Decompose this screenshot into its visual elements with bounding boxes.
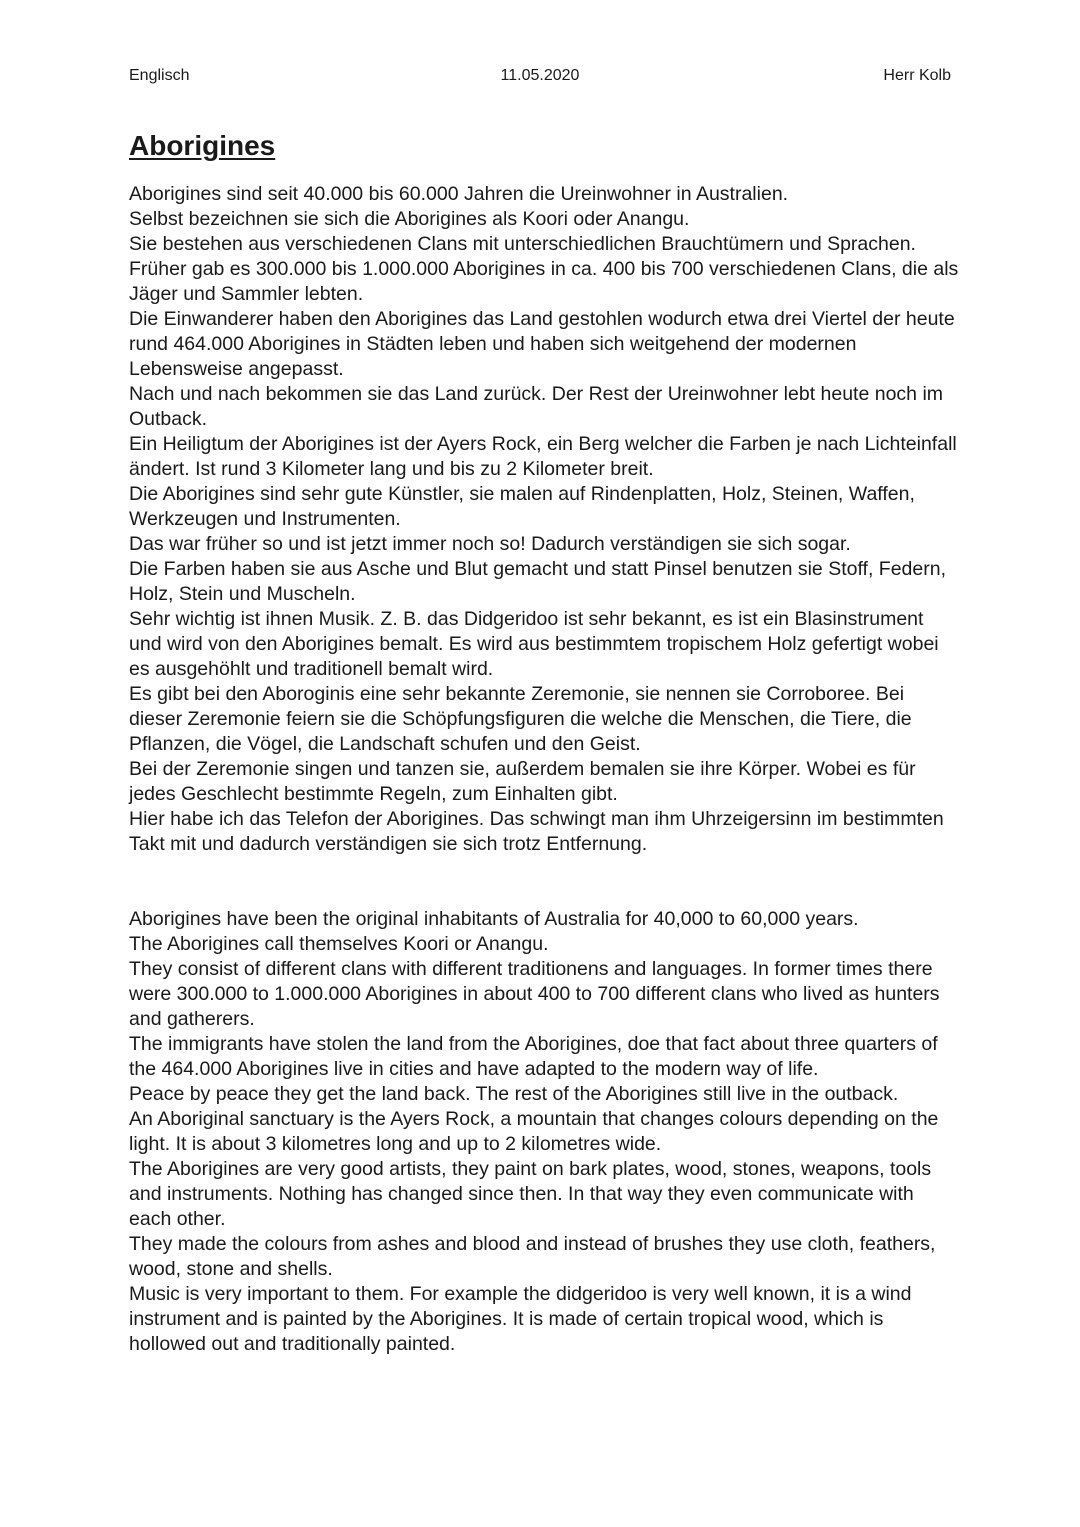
german-paragraph: Das war früher so und ist jetzt immer noch so! Dadurch verständigen sie sich sogar. [129, 533, 851, 555]
german-text-section [129, 182, 959, 857]
german-paragraph: Ein Heiligtum der Aborigines ist der Ayers Rock, ein Berg welcher die Farben je nach Lichteinfall ändert. Ist rund 3 Kilometer lang und bis zu 2 Kilometer breit. [129, 433, 957, 480]
english-paragraph: The immigrants have stolen the land from the Aborigines, doe that fact about three quarters of the 464.000 Aborigines live in cities and have adapted to the modern way of life. [129, 1033, 938, 1080]
header-date: 11.05.2020 [500, 67, 580, 84]
german-paragraph: Es gibt bei den Aboroginis eine sehr bekannte Zeremonie, sie nennen sie Corroboree. Bei dieser Zeremonie feiern sie die Schöpfungsfiguren die welche die Menschen, die Tiere, die Pflanzen, die Vögel, die Landschaft schufen und den Geist. [129, 683, 912, 755]
document-title: Aborigines [129, 130, 276, 161]
german-paragraph: Sie bestehen aus verschiedenen Clans mit unterschiedlichen Brauchtümern und Sprachen. Früher gab es 300.000 bis 1.000.000 Aborigines in ca. 400 bis 700 verschiedenen Clans, die als Jäger und Sammler lebten. [129, 233, 959, 305]
english-paragraph: An Aboriginal sanctuary is the Ayers Rock, a mountain that changes colours depending on the light. It is about 3 kilometres long and up to 2 kilometres wide. [129, 1108, 939, 1155]
header-subject: Englisch [129, 67, 190, 84]
english-paragraph: The Aborigines are very good artists, they paint on bark plates, wood, stones, weapons, tools and instruments. Nothing has changed since then. In that way they even communicate with each other. [129, 1158, 932, 1230]
english-paragraph: The Aborigines call themselves Koori or Anangu. [129, 933, 549, 955]
english-text-section [129, 907, 959, 1357]
german-paragraph: Bei der Zeremonie singen und tanzen sie, außerdem bemalen sie ihre Körper. Wobei es für jedes Geschlecht bestimmte Regeln, zum Einhalten gibt. [129, 758, 916, 805]
header-teacher: Herr Kolb [883, 67, 951, 84]
german-paragraph: Aborigines sind seit 40.000 bis 60.000 Jahren die Ureinwohner in Australien. [129, 183, 789, 205]
german-paragraph: Die Einwanderer haben den Aborigines das Land gestohlen wodurch etwa drei Viertel der heute rund 464.000 Aborigines in Städten leben und haben sich weitgehend der modernen Lebensweise angepasst. [129, 308, 955, 380]
german-paragraph: Die Aborigines sind sehr gute Künstler, sie malen auf Rindenplatten, Holz, Steinen, Waffen, Werkzeugen und Instrumenten. [129, 483, 915, 530]
english-paragraph: They consist of different clans with different traditionens and languages. In former times there were 300.000 to 1.000.000 Aborigines in about 400 to 700 different clans who lived as hunters and gatherers. [129, 958, 940, 1030]
german-paragraph: Nach und nach bekommen sie das Land zurück. Der Rest der Ureinwohner lebt heute noch im Outback. [129, 383, 944, 430]
english-paragraph: Peace by peace they get the land back. The rest of the Aborigines still live in the outback. [129, 1083, 899, 1105]
german-paragraph: Sehr wichtig ist ihnen Musik. Z. B. das Didgeridoo ist sehr bekannt, es ist ein Blasinstrument und wird von den Aborigines bemalt. Es wird aus bestimmtem tropischem Holz gefertigt wobei es ausgehöhlt und traditionell bemalt wird. [129, 608, 939, 680]
english-paragraph: Aborigines have been the original inhabitants of Australia for 40,000 to 60,000 years. [129, 908, 859, 930]
german-paragraph: Die Farben haben sie aus Asche und Blut gemacht und statt Pinsel benutzen sie Stoff, Federn, Holz, Stein und Muscheln. [129, 558, 946, 605]
english-paragraph: Music is very important to them. For example the didgeridoo is very well known, it is a wind instrument and is painted by the Aborigines. It is made of certain tropical wood, which is hollowed out and traditionally painted. [129, 1283, 912, 1355]
german-paragraph: Hier habe ich das Telefon der Aborigines. Das schwingt man ihm Uhrzeigersinn im bestimmten Takt mit und dadurch verständigen sie sich trotz Entfernung. [129, 808, 944, 855]
german-paragraph: Selbst bezeichnen sie sich die Aborigines als Koori oder Anangu. [129, 208, 690, 230]
page-header [129, 66, 951, 86]
english-paragraph: They made the colours from ashes and blood and instead of brushes they use cloth, feathers, wood, stone and shells. [129, 1233, 936, 1280]
